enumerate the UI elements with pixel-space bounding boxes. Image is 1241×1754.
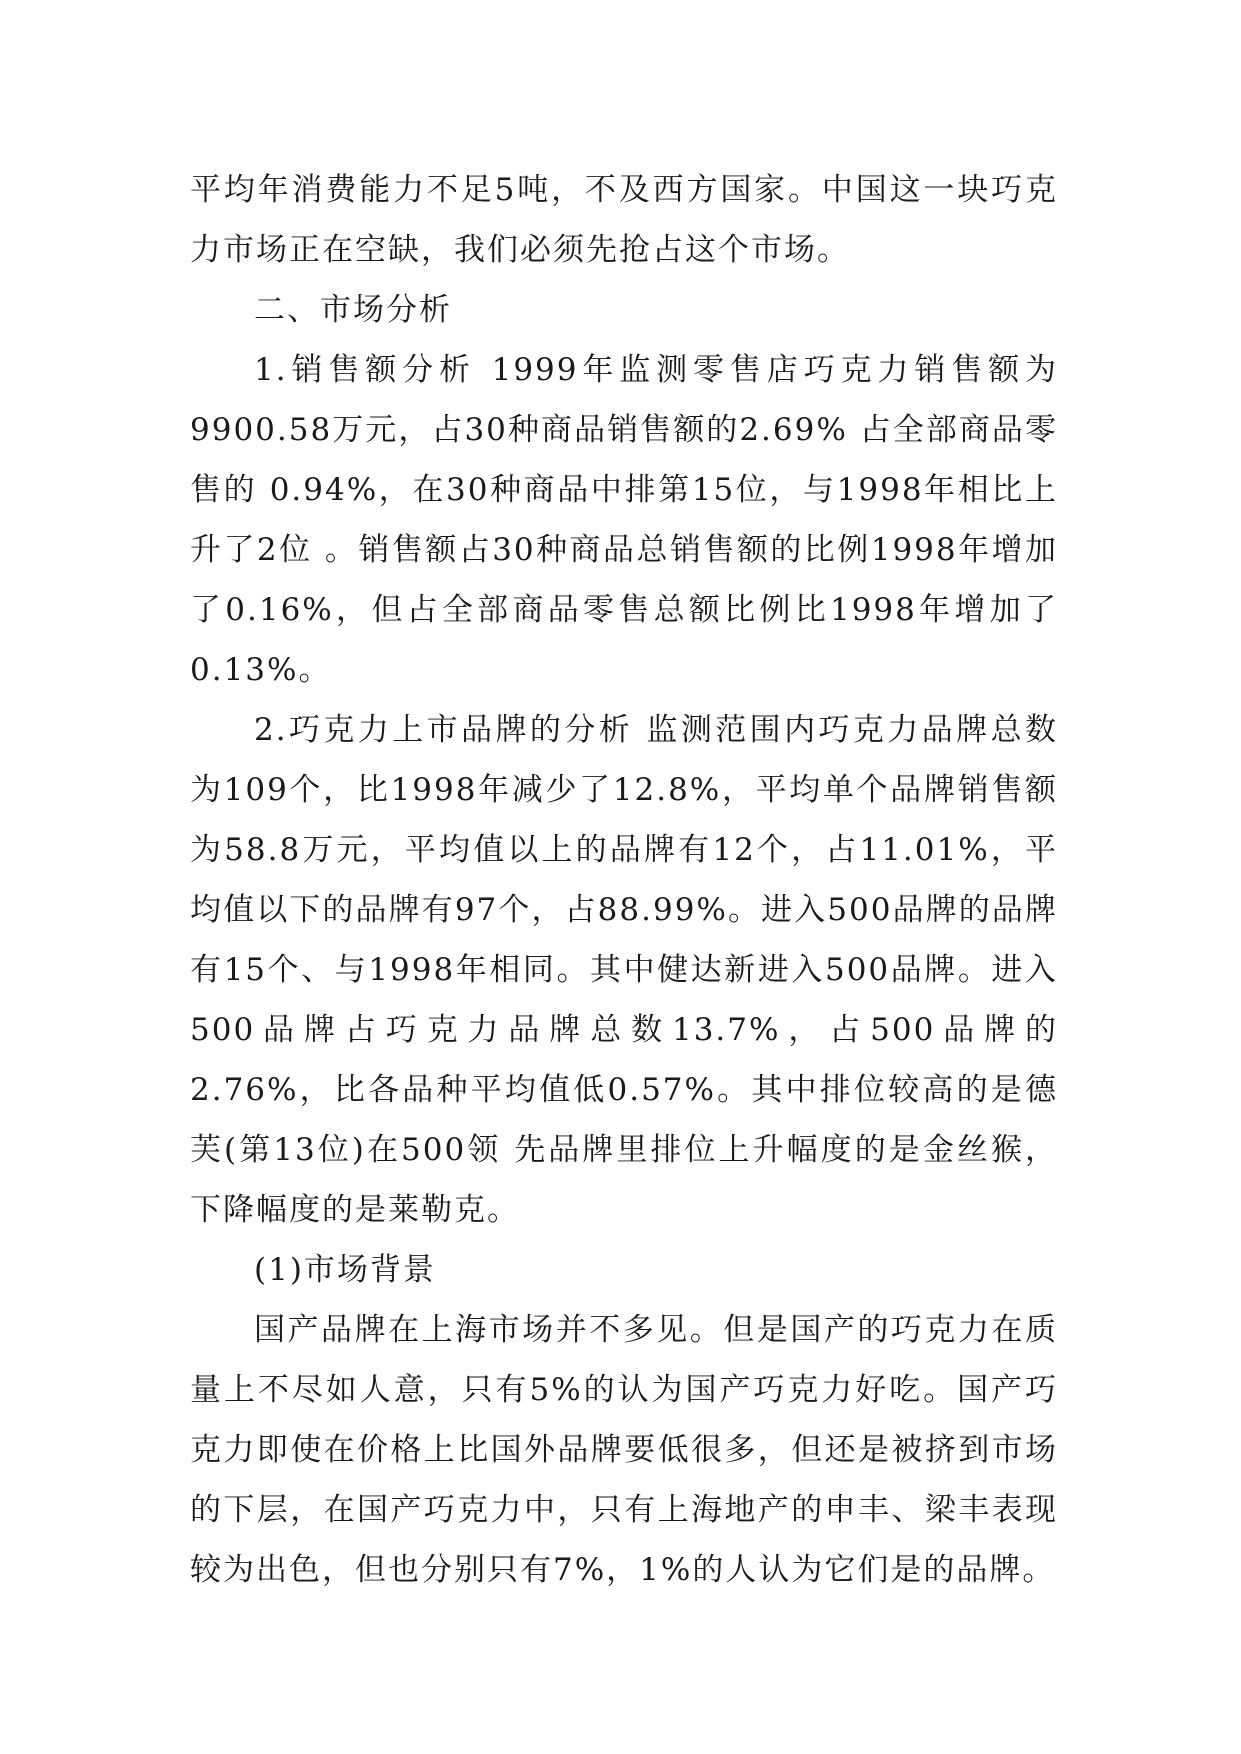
subheading-market-background: (1)市场背景: [254, 1252, 436, 1288]
document-body: [190, 160, 1058, 1600]
paragraph-brand-analysis: 2.巧克力上市品牌的分析 监测范围内巧克力品牌总数为109个，比1998年减少了12.8%，平均单个品牌销售额为58.8万元，平均值以上的品牌有12个，占11.01%，平均值以下的品牌有97个，占88.99%。进入500品牌的品牌有15个、与1998年相同。其中健达新进入500品牌。进入500品牌占巧克力品牌总数13.7%，占500品牌的2.76%，比各品种平均值低0.57%。其中排位较高的是德芙(第13位)在500领 先品牌里排位上升幅度的是金丝猴，下降幅度的是莱勒克。: [190, 712, 1058, 1228]
paragraph-consumption: 平均年消费能力不足5吨，不及西方国家。中国这一块巧克力市场正在空缺，我们必须先抢占这个市场。: [190, 172, 1058, 268]
paragraph-sales-analysis: 1.销售额分析 1999年监测零售店巧克力销售额为9900.58万元，占30种商品销售额的2.69% 占全部商品零售的 0.94%，在30种商品中排第15位，与1998年相比上升了2位 。销售额占30种商品总销售额的比例1998年增加了0.16%，但占全部商品零售总额比例比1998年增加了0.13%。: [190, 352, 1058, 688]
paragraph-domestic-brands: 国产品牌在上海市场并不多见。但是国产的巧克力在质量上不尽如人意，只有5%的认为国产巧克力好吃。国产巧克力即使在价格上比国外品牌要低很多，但还是被挤到市场的下层，在国产巧克力中，只有上海地产的申丰、梁丰表现较为出色，但也分别只有7%，1%的人认为它们是的品牌。: [190, 1312, 1058, 1588]
section-heading-market-analysis: 二、市场分析: [254, 292, 452, 328]
